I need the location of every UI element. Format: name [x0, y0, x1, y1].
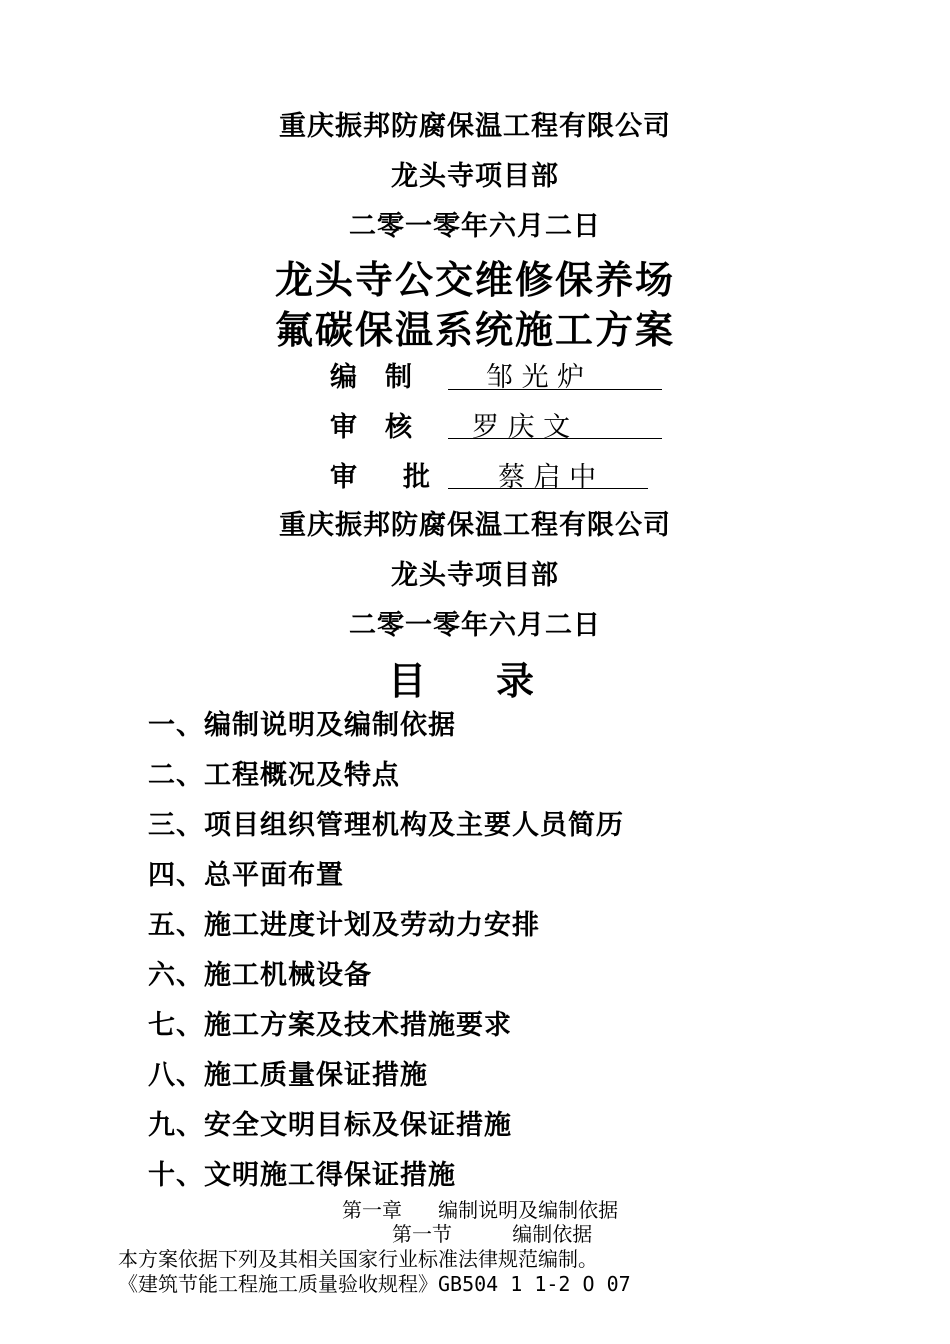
toc-item[interactable]: 四、总平面布置 — [148, 860, 344, 891]
chapter-heading: 第一章 编制说明及编制依据 — [342, 1198, 619, 1222]
signature-label-char: 审 — [330, 412, 357, 443]
body-text-line: 《建筑节能工程施工质量验收规程》GB504 1 1-2 O 07 — [118, 1272, 631, 1296]
toc-item[interactable]: 三、项目组织管理机构及主要人员简历 — [148, 810, 624, 841]
toc-item[interactable]: 六、施工机械设备 — [148, 960, 372, 991]
signature-label-char: 审 — [330, 462, 357, 493]
footer-document-date: 二零一零年六月二日 — [349, 610, 601, 641]
document-title-line2: 氟碳保温系统施工方案 — [274, 307, 675, 352]
signature-label-review — [330, 405, 412, 444]
toc-item[interactable]: 一、编制说明及编制依据 — [148, 710, 456, 741]
toc-item[interactable]: 九、安全文明目标及保证措施 — [148, 1110, 512, 1141]
toc-item[interactable]: 八、施工质量保证措施 — [148, 1060, 428, 1091]
signature-underline — [448, 438, 662, 439]
signature-underline — [448, 488, 648, 489]
project-department: 龙头寺项目部 — [391, 161, 559, 192]
company-name: 重庆振邦防腐保温工程有限公司 — [279, 111, 671, 142]
signature-label-approve — [330, 455, 430, 494]
toc-title-char: 录 — [496, 658, 535, 703]
document-title-line1: 龙头寺公交维修保养场 — [274, 257, 675, 302]
toc-item[interactable]: 十、文明施工得保证措施 — [148, 1160, 456, 1191]
signature-value-review: 罗 庆 文 — [472, 412, 571, 443]
toc-item[interactable]: 七、施工方案及技术措施要求 — [148, 1010, 512, 1041]
section-heading: 第一节 编制依据 — [392, 1222, 593, 1246]
signature-label-char: 核 — [385, 412, 412, 443]
footer-project-department: 龙头寺项目部 — [391, 560, 559, 591]
signature-value-compile: 邹 光 炉 — [486, 362, 585, 393]
signature-value-approve: 蔡 启 中 — [498, 462, 597, 493]
toc-item[interactable]: 二、工程概况及特点 — [148, 760, 400, 791]
toc-title-char: 目 — [388, 658, 427, 703]
footer-company-name: 重庆振邦防腐保温工程有限公司 — [279, 510, 671, 541]
body-text-line: 本方案依据下列及其相关国家行业标准法律规范编制。 — [118, 1247, 598, 1271]
signature-label-char: 编 — [330, 362, 357, 393]
signature-label-compile — [330, 355, 412, 394]
toc-item[interactable]: 五、施工进度计划及劳动力安排 — [148, 910, 540, 941]
signature-label-char: 制 — [385, 362, 412, 393]
document-date: 二零一零年六月二日 — [349, 211, 601, 242]
toc-title — [388, 650, 534, 705]
signature-underline — [448, 389, 662, 390]
signature-label-char: 批 — [403, 462, 430, 493]
